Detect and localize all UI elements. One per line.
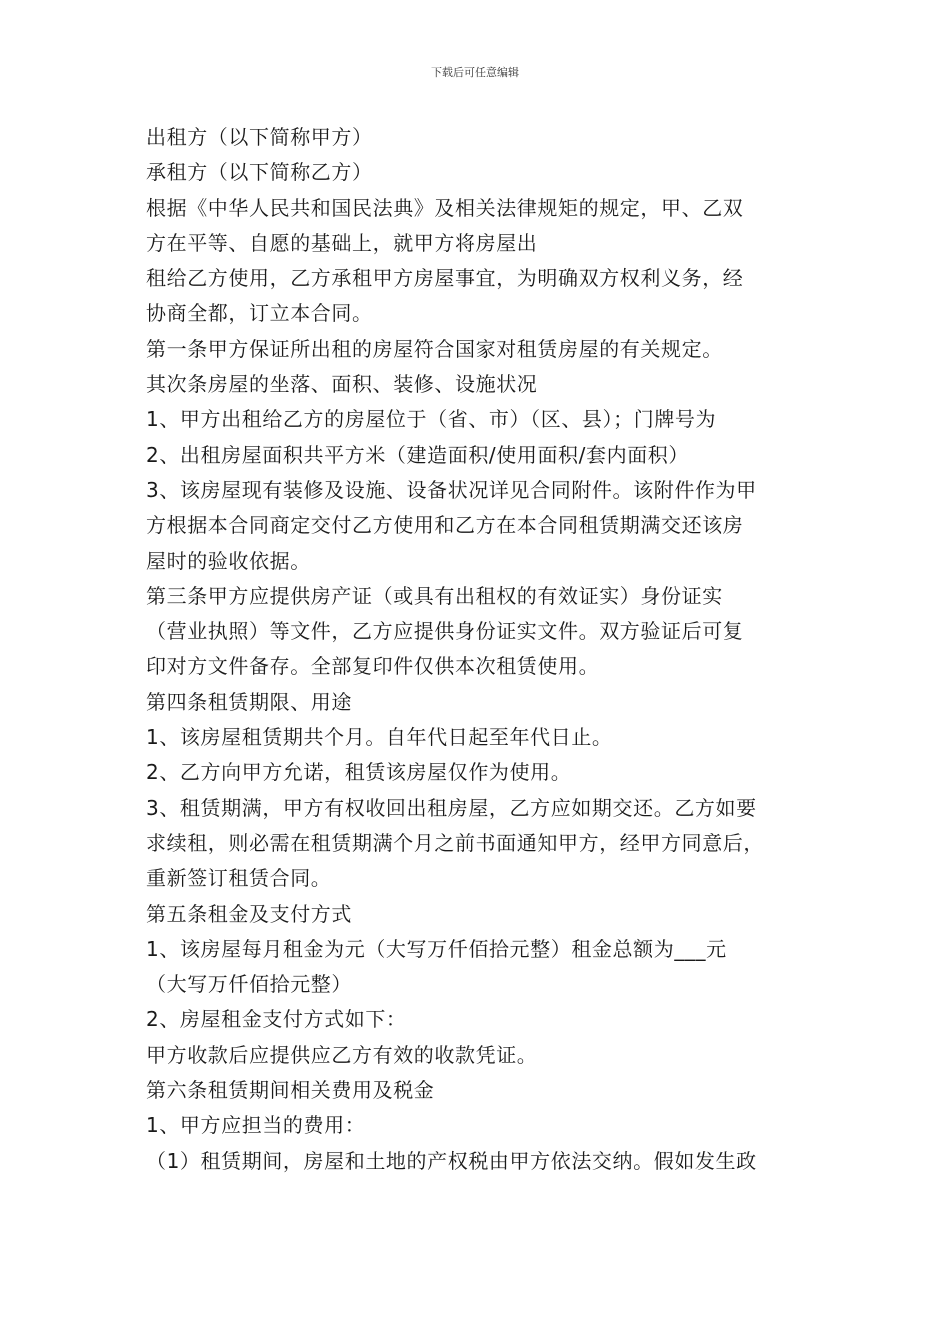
text-line: 重新签订租赁合同。 <box>146 866 332 891</box>
text-line: 出租方（以下简称甲方） <box>146 125 373 149</box>
text-line: 协商全都，订立本合同。 <box>146 301 373 326</box>
page-header: 下载后可任意编辑 <box>431 66 519 79</box>
text-line: 3、租赁期满，甲方有权收回出租房屋，乙方应如期交还。乙方如要 <box>146 795 757 820</box>
text-line: 第五条租金及支付方式 <box>146 901 352 926</box>
text-line: 1、甲方出租给乙方的房屋位于（省、市）（区、县）；门牌号为 <box>146 407 717 432</box>
text-line: 1、该房屋每月租金为元（大写万仟佰拾元整）租金总额为___元 <box>146 936 727 961</box>
text-line: 2、房屋租金支付方式如下： <box>146 1007 407 1032</box>
text-line: 2、乙方向甲方允诺，租赁该房屋仅作为使用。 <box>146 760 572 785</box>
text-line: 方根据本合同商定交付乙方使用和乙方在本合同租赁期满交还该房 <box>146 513 744 538</box>
text-line: 其次条房屋的坐落、面积、装修、设施状况 <box>146 372 538 397</box>
text-line: 方在平等、自愿的基础上，就甲方将房屋出 <box>146 230 538 255</box>
text-line: 屋时的验收依据。 <box>146 548 311 573</box>
text-line: 印对方文件备存。全部复印件仅供本次租赁使用。 <box>146 654 600 679</box>
text-line: 第六条租赁期间相关费用及税金 <box>146 1078 435 1103</box>
text-line: 1、该房屋租赁期共个月。自年代日起至年代日止。 <box>146 725 613 750</box>
text-line: 甲方收款后应提供应乙方有效的收款凭证。 <box>146 1042 538 1067</box>
text-line: 根据《中华人民共和国民法典》及相关法律规矩的规定，甲、乙双 <box>146 195 744 220</box>
text-line: （营业执照）等文件，乙方应提供身份证实文件。双方验证后可复 <box>146 619 744 644</box>
text-line: 第三条甲方应提供房产证（或具有出租权的有效证实）身份证实 <box>146 583 723 608</box>
text-line: 第一条甲方保证所出租的房屋符合国家对租赁房屋的有关规定。 <box>146 336 723 361</box>
document-body <box>146 120 826 1179</box>
text-line: 1、甲方应担当的费用： <box>146 1113 366 1138</box>
text-line: 求续租，则必需在租赁期满个月之前书面通知甲方，经甲方同意后， <box>146 830 764 855</box>
text-line: 租给乙方使用，乙方承租甲方房屋事宜，为明确双方权利义务，经 <box>146 266 744 291</box>
text-line: 2、出租房屋面积共平方米（建造面积/使用面积/套内面积） <box>146 442 690 467</box>
text-line: （1）租赁期间，房屋和土地的产权税由甲方依法交纳。假如发生政 <box>146 1148 757 1173</box>
text-line: 第四条租赁期限、用途 <box>146 689 352 714</box>
text-line: 承租方（以下简称乙方） <box>146 160 373 185</box>
text-line: 3、该房屋现有装修及设施、设备状况详见合同附件。该附件作为甲 <box>146 477 757 502</box>
text-line: （大写万仟佰拾元整） <box>146 972 352 997</box>
